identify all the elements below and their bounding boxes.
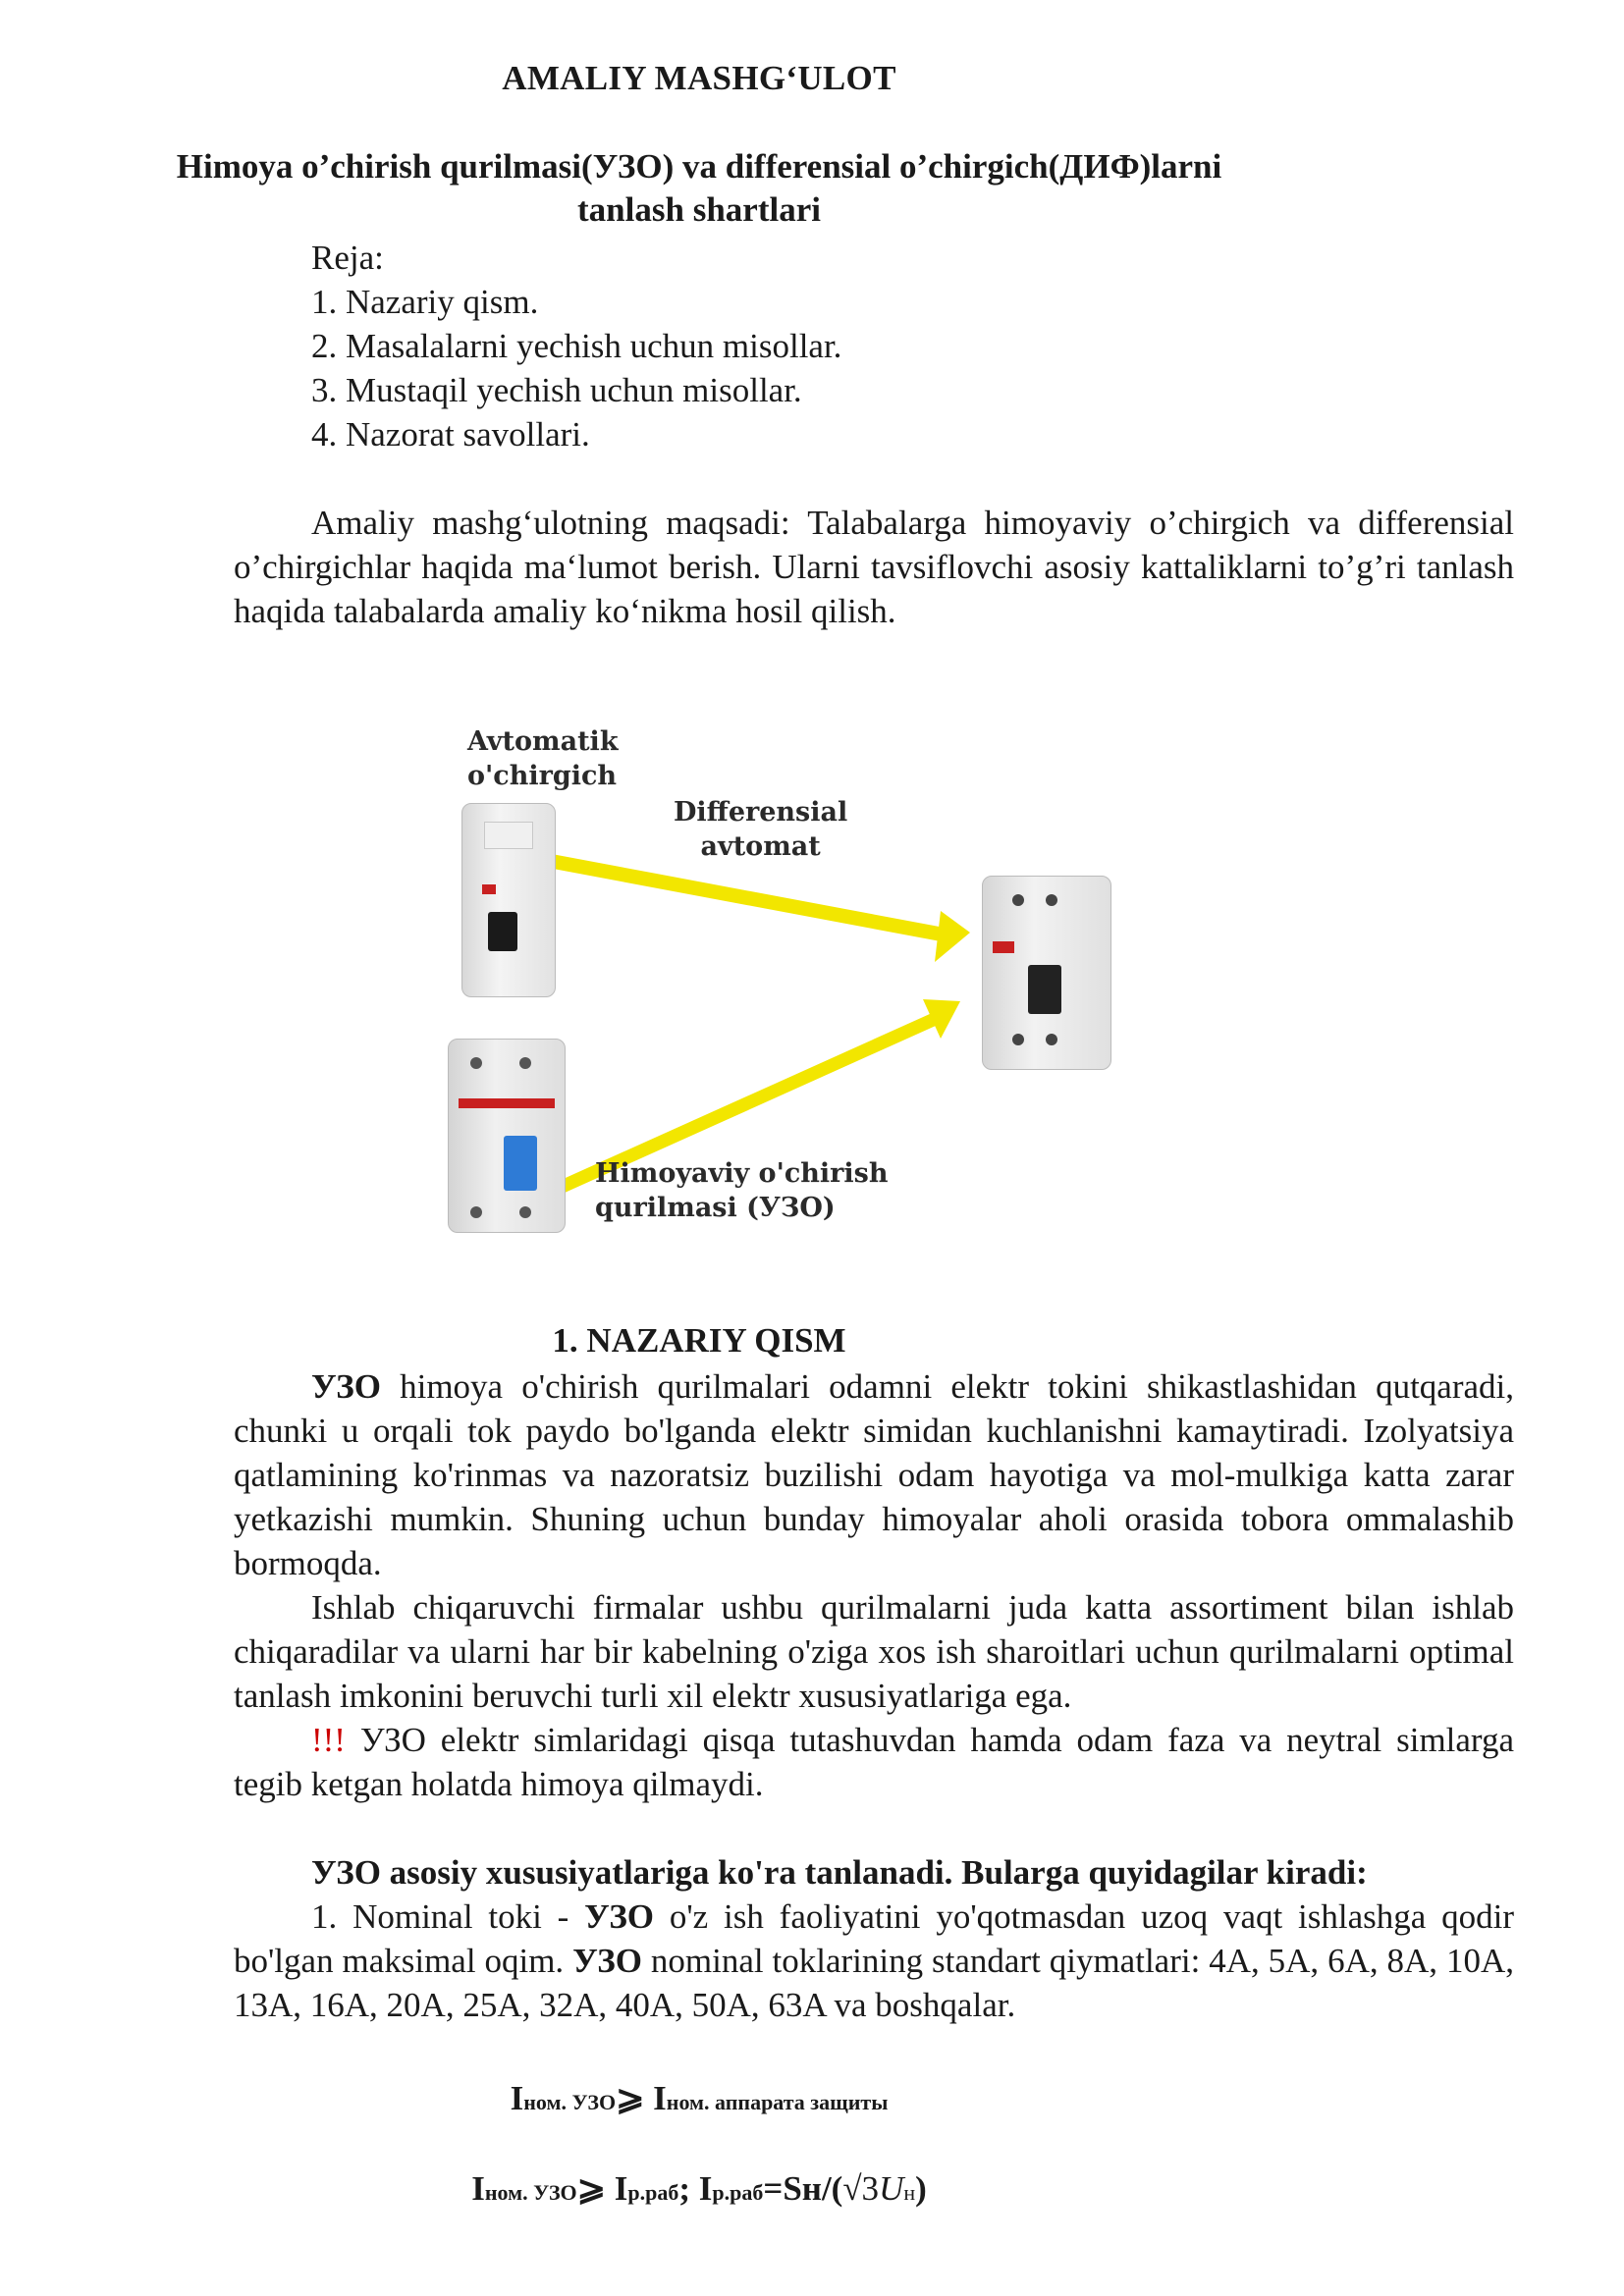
p5-text-a: 1. Nominal toki - (311, 1897, 585, 1936)
p2-text: Ishlab chiqaruvchi firmalar ushbu qurilmalarni juda katta assortiment bilan ishlab chiqaradilar va ularni har bir kabelning o'ziga xos ish sharoitlari uchun qurilmalarni optimal tanlash imkonini beruvchi turli xil elektr xususiyatlariga ega. (234, 1588, 1514, 1715)
plan-item: 2. Masalalarni yechish uchun misollar. (311, 327, 842, 365)
p4-text: УЗО asosiy xususiyatlariga ko'ra tanlanadi. Bularga quyidagilar kiradi: (311, 1853, 1368, 1892)
formula-subscript: н (903, 2180, 916, 2205)
document-subtitle (59, 145, 1339, 232)
devices-figure (410, 715, 1178, 1241)
formula-operator: ⩾ (576, 2169, 615, 2208)
uzo-term: УЗО (311, 1367, 381, 1406)
uzo-term: УЗО (572, 1942, 643, 1980)
arrowhead-1 (935, 911, 970, 962)
formula-2 (59, 2169, 1339, 2209)
rcd-image (448, 1039, 566, 1233)
formula-subscript: р.раб (627, 2180, 679, 2205)
circuit-breaker-image (461, 803, 556, 997)
plan-item: 1. Nazariy qism. (311, 283, 539, 321)
label-circuit-breaker (467, 724, 619, 793)
section1-paragraph-3 (234, 1718, 1514, 1806)
label-rcd (595, 1156, 888, 1225)
document-title: AMALIY MASHG‘ULOT (502, 59, 896, 97)
subtitle-line-1: Himoya o’chirish qurilmasi(УЗО) va differensial o’chirgich(ДИФ)larni (176, 147, 1222, 186)
label-breaker-line-1: Avtomatik (467, 726, 619, 757)
label-breaker-line-2: o'chirgich (467, 761, 618, 791)
differential-automat-image (982, 876, 1111, 1070)
uzo-term: УЗО (584, 1897, 655, 1936)
plan-item: 3. Mustaqil yechish uchun misollar. (311, 371, 802, 409)
goal-paragraph (234, 501, 1514, 633)
section1-paragraph-1 (234, 1364, 1514, 1585)
formula-voltage: U (879, 2169, 904, 2208)
section1-paragraph-2 (234, 1585, 1514, 1718)
formula-close: ) (915, 2169, 927, 2208)
formula-symbol: I (471, 2169, 485, 2208)
label-differential (674, 795, 847, 864)
formula-symbol: I (614, 2169, 628, 2208)
formula-operator: ⩾ (616, 2079, 654, 2117)
p5-text-e: nominal toklarining standart qiymatlari: 4A, 5A, 6A, 8A, 10A, 13A, 16A, 20A, 25A, 32A, 40A, 50A, 63A va boshqalar. (234, 1942, 1514, 2024)
label-diff-line-1: Differensial (674, 797, 848, 828)
section1-paragraph-4 (234, 1850, 1514, 1895)
label-rcd-line-2: qurilmasi (УЗО) (595, 1193, 836, 1223)
section1-paragraph-5 (234, 1895, 1514, 2027)
plan-label: Reja: (311, 239, 384, 277)
formula-equation: =Sн/( (763, 2169, 843, 2208)
label-diff-line-2: avtomat (700, 831, 821, 862)
goal-text: Amaliy mashg‘ulotning maqsadi: Talabalarga himoyaviy o’chirgich va differensial o’chirgichlar haqida ma‘lumot berish. Ularni tavsiflovchi asosiy kattaliklarni to’g’ri tanlash haqida talabalarda amaliy ko‘nikma hosil qilish. (234, 504, 1514, 630)
formula-subscript: ном. УЗО (484, 2180, 577, 2205)
section-heading: 1. NAZARIY QISM (552, 1321, 846, 1360)
p3-text: УЗО elektr simlaridagi qisqa tutashuvdan hamda odam faza va neytral simlarga tegib ketgan holatda himoya qilmaydi. (234, 1721, 1514, 1803)
p5-text-c: o'z ish faoliyatini yo'qotmasdan uzoq vaqt ishlashga qodir bo'lgan maksimal oqim. (234, 1897, 1514, 1980)
formula-separator: ; (678, 2169, 699, 2208)
subtitle-line-2: tanlash shartlari (577, 190, 821, 229)
formula-subscript: ном. аппарата защиты (666, 2090, 889, 2114)
formula-1 (59, 2079, 1339, 2118)
formula-symbol: I (653, 2079, 667, 2117)
formula-subscript: р.раб (712, 2180, 764, 2205)
label-rcd-line-1: Himoyaviy o'chirish (595, 1158, 889, 1189)
formula-symbol: I (698, 2169, 713, 2208)
p1-text: himoya o'chirish qurilmalari odamni elektr tokini shikastlashidan qutqaradi, chunki u orqali tok paydo bo'lganda elektr simidan kuchlanishni kamaytiradi. Izolyatsiya qatlamining ko'rinmas va nazoratsiz buzilishi odam hayotiga va mol-mulkiga katta zarar yetkazishi mumkin. Shuning uchun bunday himoyalar aholi orasida tobora ommalashib bormoqda. (234, 1367, 1514, 1582)
warning-marks: !!! (311, 1721, 346, 1759)
formula-root: √3 (842, 2169, 880, 2208)
formula-subscript: ном. УЗО (523, 2090, 617, 2114)
formula-symbol: I (510, 2079, 524, 2117)
plan-item: 4. Nazorat savollari. (311, 415, 590, 454)
plan-list (311, 236, 841, 456)
